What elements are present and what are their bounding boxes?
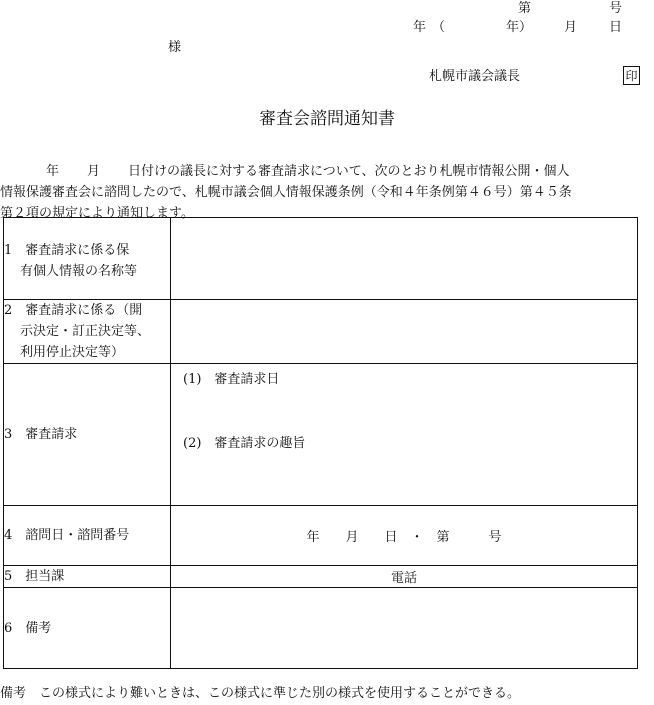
sender-chairman: 札幌市議会議長 <box>429 69 521 84</box>
table-row-request <box>4 364 638 506</box>
notice-table <box>3 217 638 669</box>
row5-label: 5 担当課 <box>4 566 171 588</box>
request-date-label: (1) 審査請求日 <box>183 372 280 387</box>
table-row-department <box>4 566 638 588</box>
row3-value-cell[interactable] <box>171 364 638 506</box>
seal-stamp: 印 <box>623 66 640 85</box>
date-nen-label: 年 <box>413 20 427 35</box>
date-paren-open: （ <box>432 20 446 35</box>
body-line-1: 年 月 日付けの議長に対する審査請求について、次のとおり札幌市情報公開・個人 <box>46 164 570 179</box>
body-paragraph <box>0 161 654 224</box>
table-row-decision <box>4 300 638 364</box>
row5-phone-label: 電話 <box>171 566 638 588</box>
addressee-sama: 様 <box>168 40 182 55</box>
table-row-remarks <box>4 588 638 669</box>
row4-label: 4 諮問日・諮問番号 <box>4 506 171 566</box>
date-tsuki-label: 月 <box>564 20 578 35</box>
row2-label: 2 審査請求に係る（開 示決定・訂正決定等、 利用停止決定等） <box>4 300 171 364</box>
row6-value-cell[interactable] <box>171 588 638 669</box>
row6-label: 6 備考 <box>4 588 171 669</box>
number-dai-label: 第 <box>518 1 532 16</box>
request-purpose-label: (2) 審査請求の趣旨 <box>183 436 306 451</box>
number-go-label: 号 <box>609 1 623 16</box>
table-row-inquiry <box>4 506 638 566</box>
row1-label: 1 審査請求に係る保 有個人情報の名称等 <box>4 218 171 300</box>
row2-value-cell[interactable] <box>171 300 638 364</box>
row4-value: 年 月 日 ・ 第 号 <box>171 506 638 566</box>
date-nen-paren-label: 年） <box>506 20 533 35</box>
body-line-3: 第２項の規定により通知します。 <box>0 206 194 221</box>
table-row-holding-info <box>4 218 638 300</box>
date-hi-label: 日 <box>609 20 623 35</box>
body-line-2: 情報保護審査会に諮問したので、札幌市議会個人情報保護条例（令和４年条例第４６号）第４５条 <box>0 185 572 200</box>
row3-label: 3 審査請求 <box>4 364 171 506</box>
document-title: 審査会諮問通知書 <box>259 109 395 129</box>
row1-value-cell[interactable] <box>171 218 638 300</box>
footer-note: 備考 この様式により難いときは、この様式に準じた別の様式を使用することができる。 <box>0 686 521 701</box>
